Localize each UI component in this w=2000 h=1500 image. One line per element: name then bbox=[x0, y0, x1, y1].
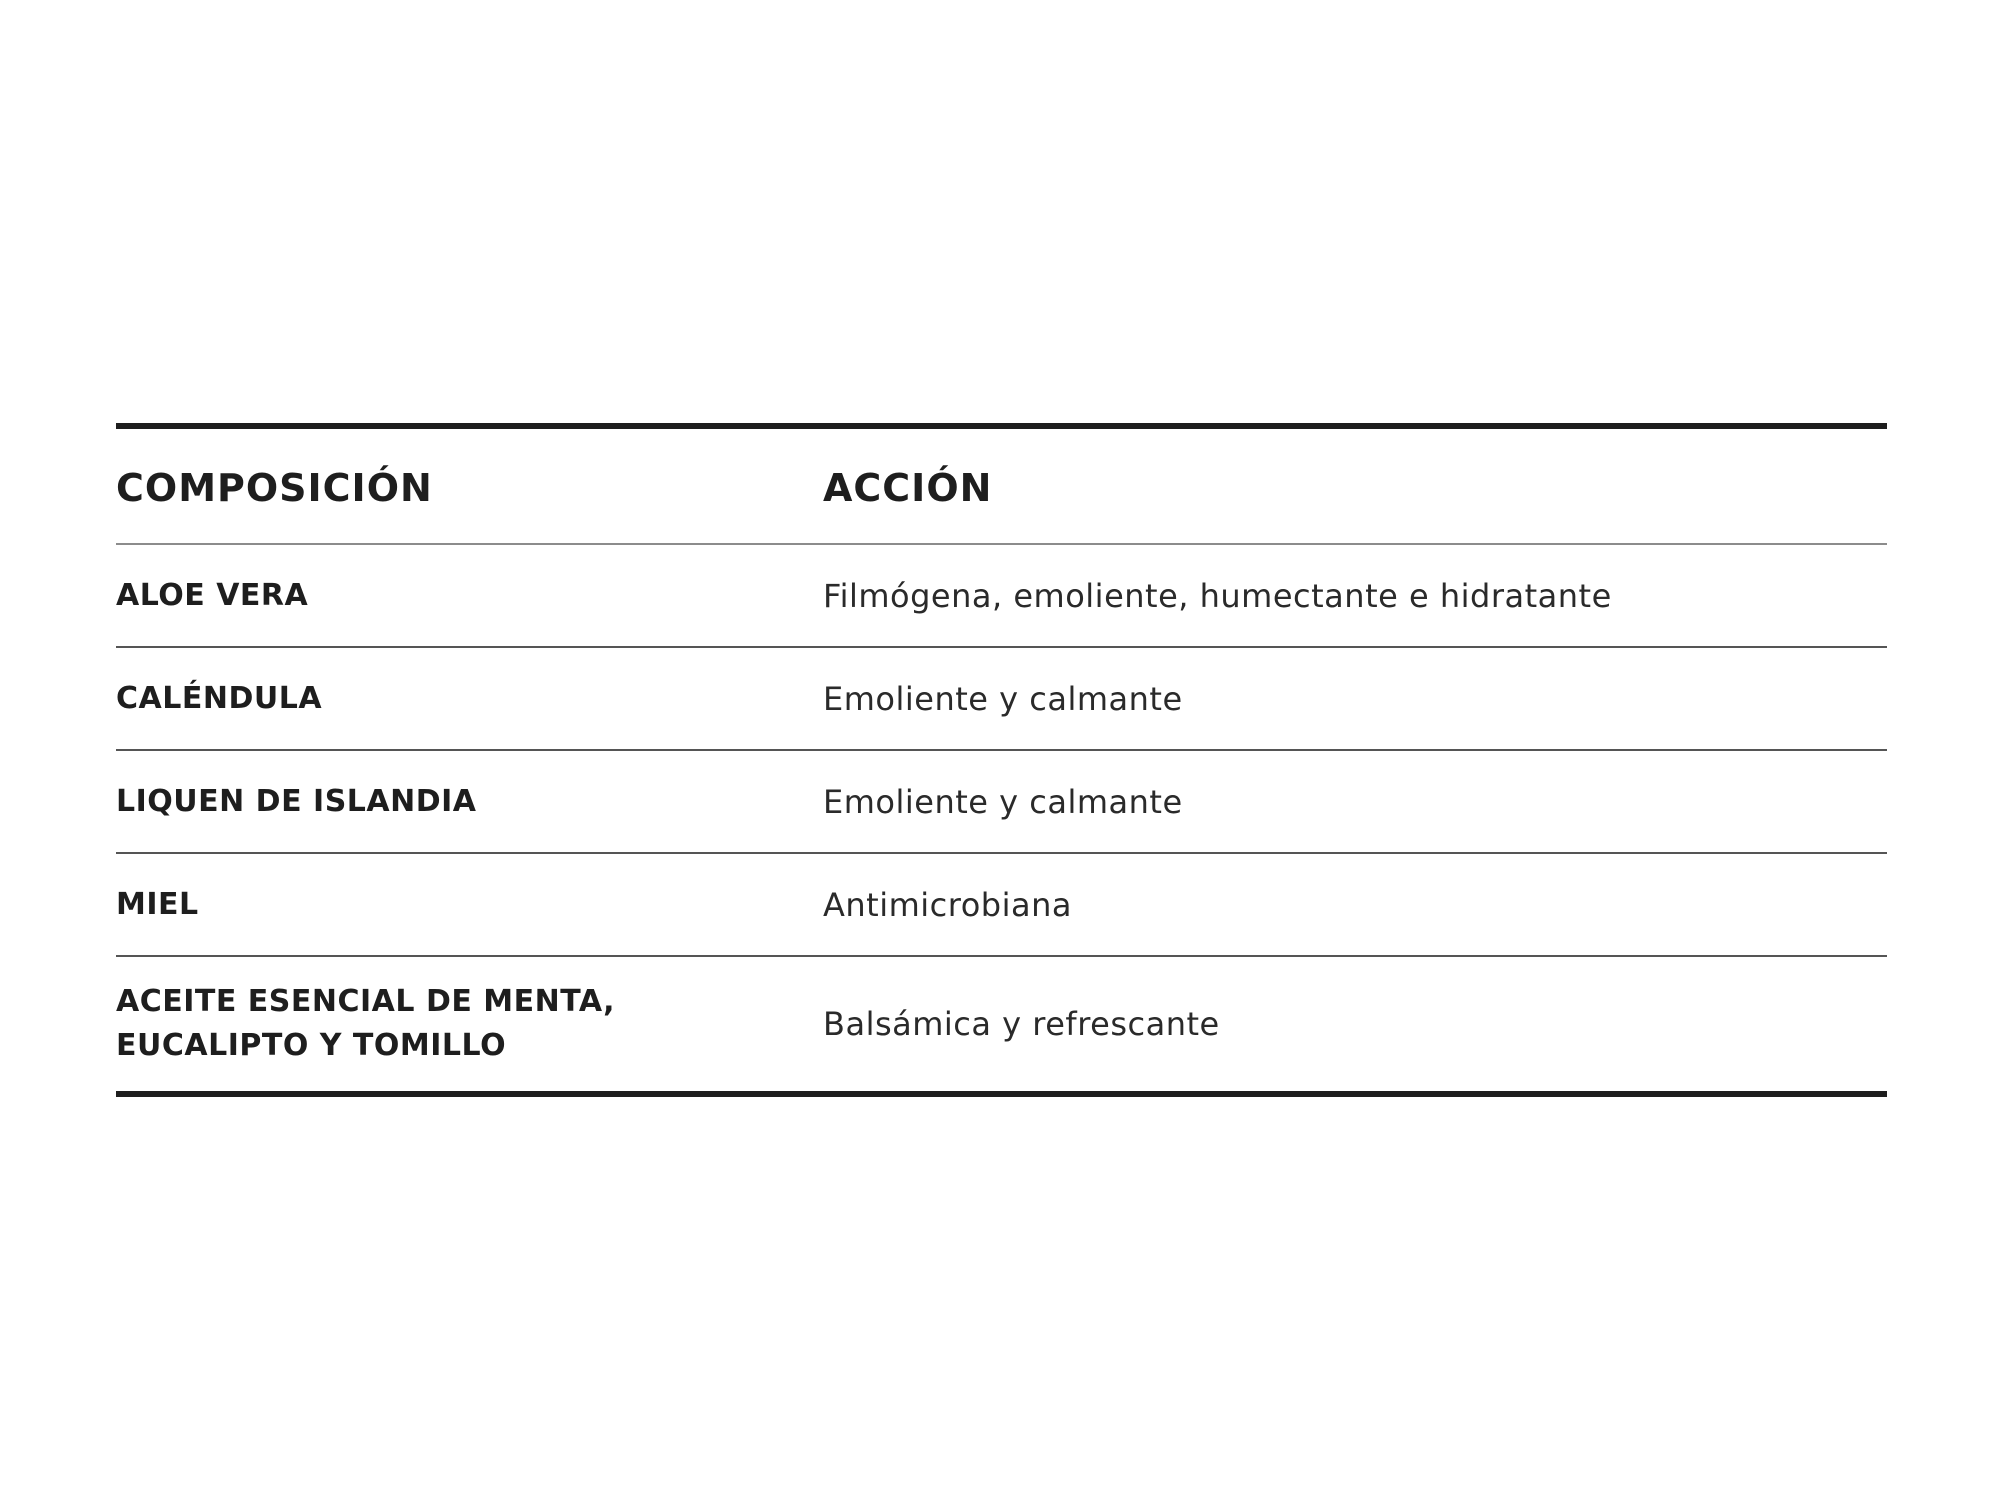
table-row bbox=[116, 544, 1887, 647]
composition-cell: LIQUEN DE ISLANDIA bbox=[116, 750, 819, 853]
action-cell: Antimicrobiana bbox=[819, 853, 1887, 956]
composition-table bbox=[116, 423, 1887, 1097]
table-row bbox=[116, 956, 1887, 1094]
header-row bbox=[116, 426, 1887, 544]
table-header bbox=[116, 426, 1887, 544]
composition-cell: MIEL bbox=[116, 853, 819, 956]
action-cell: Emoliente y calmante bbox=[819, 750, 1887, 853]
action-cell: Balsámica y refrescante bbox=[823, 1005, 1220, 1043]
composition-cell: ALOE VERA bbox=[116, 544, 819, 647]
composition-cell bbox=[116, 956, 819, 1094]
table-body bbox=[116, 544, 1887, 1094]
table-row bbox=[116, 750, 1887, 853]
action-cell: Filmógena, emoliente, humectante e hidratante bbox=[819, 544, 1887, 647]
table-row bbox=[116, 853, 1887, 956]
composition-table-container bbox=[116, 423, 1887, 1097]
column-header-action: ACCIÓN bbox=[819, 426, 1887, 544]
action-cell: Emoliente y calmante bbox=[819, 647, 1887, 750]
composition-cell-text: ACEITE ESENCIAL DE MENTA, EUCALIPTO Y TOMILLO bbox=[116, 984, 616, 1063]
table-row bbox=[116, 647, 1887, 750]
composition-cell: CALÉNDULA bbox=[116, 647, 819, 750]
column-header-composition: COMPOSICIÓN bbox=[116, 426, 819, 544]
